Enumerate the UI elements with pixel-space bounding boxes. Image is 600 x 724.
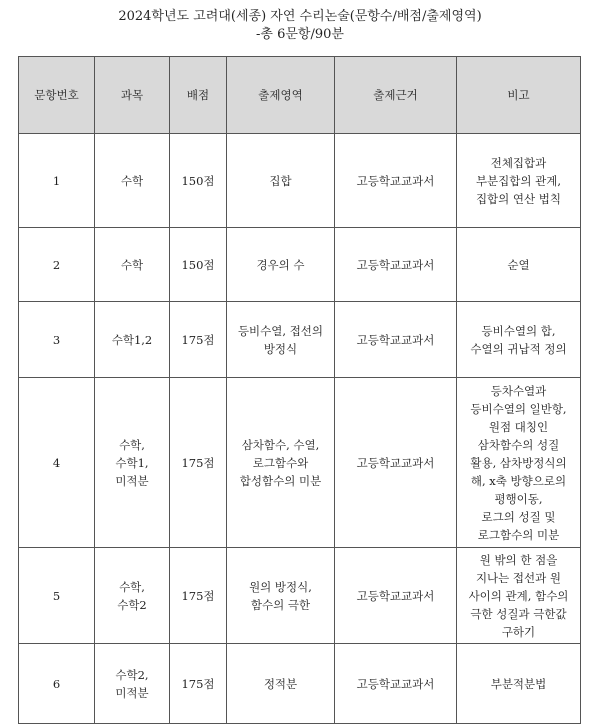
subject-cell-line: 수학2,	[115, 667, 149, 682]
note-cell	[457, 378, 581, 548]
note-cell-line: 극한 성질과 극한값	[470, 606, 567, 621]
score-cell: 175점	[170, 548, 227, 644]
area-cell-line: 로그함수와	[252, 455, 309, 470]
score-cell: 175점	[170, 378, 227, 548]
area-cell	[227, 378, 335, 548]
question-number-cell: 4	[19, 378, 95, 548]
subject-cell-line: 수학2	[117, 597, 147, 612]
area-cell-line: 방정식	[263, 341, 298, 356]
note-cell	[457, 228, 581, 302]
table-row	[19, 644, 581, 724]
subject-cell-line: 미적분	[115, 473, 149, 488]
question-number-cell: 2	[19, 228, 95, 302]
note-cell	[457, 302, 581, 378]
score-cell: 150점	[170, 228, 227, 302]
area-cell-line: 합성함수의 미분	[239, 473, 322, 488]
header-note: 비고	[457, 57, 581, 134]
question-number-cell: 1	[19, 134, 95, 228]
exam-table	[18, 56, 581, 724]
note-cell-line: 원 밖의 한 점을	[479, 552, 558, 567]
note-cell-line: 활용, 삼차방정식의	[470, 455, 567, 470]
area-cell	[227, 134, 335, 228]
note-cell-line: 구하기	[501, 624, 536, 639]
note-cell-line: 해, x축 방향으로의	[470, 473, 567, 488]
note-cell-line: 부분적분법	[490, 676, 547, 691]
subject-cell-line: 수학	[120, 173, 144, 188]
subject-cell-line: 수학,	[119, 579, 145, 594]
subject-cell-line: 수학1,	[115, 455, 149, 470]
note-cell	[457, 548, 581, 644]
table-header-row	[19, 57, 581, 134]
area-cell-line: 원의 방정식,	[249, 579, 312, 594]
score-cell: 150점	[170, 134, 227, 228]
subject-cell	[95, 302, 170, 378]
table-row	[19, 378, 581, 548]
document-subtitle: -총 6문항/90분	[256, 27, 344, 42]
area-cell-line: 삼차함수, 수열,	[241, 437, 320, 452]
area-cell	[227, 228, 335, 302]
subject-cell	[95, 644, 170, 724]
basis-cell: 고등학교교과서	[335, 644, 457, 724]
area-cell-line: 집합	[269, 173, 292, 188]
score-cell: 175점	[170, 302, 227, 378]
subject-cell-line: 수학,	[119, 437, 145, 452]
score-cell: 175점	[170, 644, 227, 724]
table-body	[19, 134, 581, 724]
subject-cell-line: 미적분	[115, 685, 149, 700]
note-cell-line: 로그의 성질 및	[481, 509, 556, 524]
area-cell-line: 함수의 극한	[250, 597, 311, 612]
subject-cell-line: 수학1,2	[111, 332, 153, 347]
header-area: 출제영역	[227, 57, 335, 134]
note-cell	[457, 644, 581, 724]
question-number-cell: 5	[19, 548, 95, 644]
header-basis: 출제근거	[335, 57, 457, 134]
note-cell-line: 삼차함수의 성질	[477, 437, 560, 452]
note-cell-line: 평행이동,	[494, 491, 543, 506]
note-cell-line: 등차수열과	[490, 383, 547, 398]
table-row	[19, 134, 581, 228]
question-number-cell: 6	[19, 644, 95, 724]
subject-cell	[95, 548, 170, 644]
note-cell-line: 전체집합과	[490, 155, 547, 170]
header-subject: 과목	[95, 57, 170, 134]
basis-cell: 고등학교교과서	[335, 302, 457, 378]
area-cell-line: 정적분	[263, 676, 298, 691]
basis-cell: 고등학교교과서	[335, 228, 457, 302]
subject-cell	[95, 134, 170, 228]
header-question-number: 문항번호	[19, 57, 95, 134]
area-cell-line: 등비수열, 접선의	[237, 323, 324, 338]
note-cell-line: 집합의 연산 법칙	[475, 191, 562, 206]
area-cell-line: 경우의 수	[256, 257, 305, 272]
area-cell	[227, 548, 335, 644]
area-cell	[227, 644, 335, 724]
basis-cell: 고등학교교과서	[335, 548, 457, 644]
subject-cell-line: 수학	[120, 257, 144, 272]
area-cell	[227, 302, 335, 378]
note-cell-line: 등비수열의 합,	[481, 323, 556, 338]
table-row	[19, 302, 581, 378]
subject-cell	[95, 378, 170, 548]
note-cell-line: 수열의 귀납적 정의	[470, 341, 567, 356]
note-cell-line: 원점 대칭인	[488, 419, 549, 434]
note-cell-line: 순열	[507, 257, 530, 272]
table-row	[19, 548, 581, 644]
note-cell-line: 로그함수의 미분	[477, 527, 560, 542]
note-cell	[457, 134, 581, 228]
note-cell-line: 등비수열의 일반항,	[470, 401, 567, 416]
note-cell-line: 지나는 접선과 원	[475, 570, 562, 585]
basis-cell: 고등학교교과서	[335, 378, 457, 548]
subject-cell	[95, 228, 170, 302]
question-number-cell: 3	[19, 302, 95, 378]
note-cell-line: 사이의 관계, 함수의	[468, 588, 569, 603]
document-title: 2024학년도 고려대(세종) 자연 수리논술(문항수/배점/출제영역)	[118, 9, 482, 24]
note-cell-line: 부분집합의 관계,	[475, 173, 562, 188]
table-row	[19, 228, 581, 302]
header-score: 배점	[170, 57, 227, 134]
basis-cell: 고등학교교과서	[335, 134, 457, 228]
